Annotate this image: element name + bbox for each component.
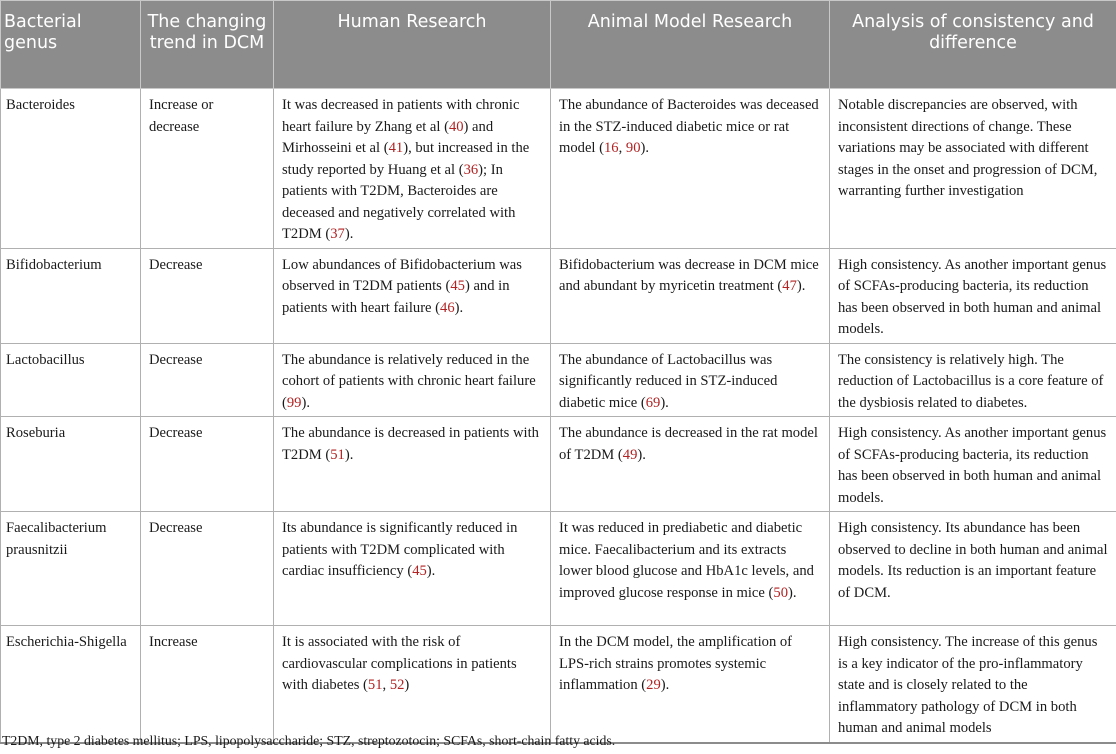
reference-link[interactable]: 47 — [782, 278, 797, 294]
animal-cell: It was reduced in prediabetic and diabetic mice. Faecalibacterium and its extracts lower blood glucose and HbA1c levels, and improved glucose response in mice (50). — [551, 512, 830, 626]
reference-link[interactable]: 50 — [773, 584, 788, 601]
table-row — [1, 343, 1116, 417]
analysis-cell: The consistency is relatively high. The reduction of Lactobacillus is a core feature of the dysbiosis related to diabetes. — [830, 343, 1116, 417]
analysis-cell: High consistency. As another important genus of SCFAs-producing bacteria, its reduction has been observed in both human and animal models. — [830, 248, 1116, 343]
genus-cell: Bifidobacterium — [1, 248, 141, 343]
human-cell: It was decreased in patients with chronic heart failure by Zhang et al (40) and Mirhosseini et al (41), but increased in the study reported by Huang et al (36); In patients with T2DM, Bacteroides are deceased and negatively correlated with T2DM (37). — [274, 89, 551, 249]
animal-cell: Bifidobacterium was decrease in DCM mice and abundant by myricetin treatment (47). — [551, 248, 830, 343]
header-row — [1, 1, 1116, 89]
table-row — [1, 417, 1116, 512]
human-cell: The abundance is relatively reduced in the cohort of patients with chronic heart failure (99). — [274, 343, 551, 417]
reference-link[interactable]: 51 — [330, 446, 345, 463]
analysis-cell: Notable discrepancies are observed, with inconsistent directions of change. These variations may be associated with different stages in the onset and progression of DCM, warranting further investigation — [830, 89, 1116, 249]
reference-link[interactable]: 49 — [622, 446, 638, 463]
reference-link[interactable]: 45 — [450, 278, 465, 294]
header-analysis: Analysis of consistency and difference — [830, 1, 1116, 89]
analysis-cell: High consistency. Its abundance has been observed to decline in both human and animal models. Its reduction is an important feature of DCM. — [830, 512, 1116, 626]
reference-link[interactable]: 69 — [645, 394, 661, 411]
human-cell: The abundance is decreased in patients with T2DM (51). — [274, 417, 551, 512]
reference-link[interactable]: 90 — [625, 140, 641, 156]
human-cell: Its abundance is significantly reduced in patients with T2DM complicated with cardiac insufficiency (45). — [274, 512, 551, 626]
animal-cell: In the DCM model, the amplification of LPS-rich strains promotes systemic inflammation (29). — [551, 626, 830, 743]
genus-cell: Lactobacillus — [1, 343, 141, 417]
trend-cell: Decrease — [141, 343, 274, 417]
table-row — [1, 512, 1116, 626]
trend-cell: Decrease — [141, 417, 274, 512]
genus-cell: Faecalibacterium prausnitzii — [1, 512, 141, 626]
analysis-cell: High consistency. The increase of this genus is a key indicator of the pro-inflammatory state and is closely related to the inflammatory pathology of DCM in both human and animal models — [830, 626, 1116, 743]
genus-cell: Roseburia — [1, 417, 141, 512]
human-cell: Low abundances of Bifidobacterium was observed in T2DM patients (45) and in patients with heart failure (46). — [274, 248, 551, 343]
header-human: Human Research — [274, 1, 551, 89]
trend-cell: Decrease — [141, 248, 274, 343]
animal-cell: The abundance is decreased in the rat model of T2DM (49). — [551, 417, 830, 512]
table-footnote: T2DM, type 2 diabetes mellitus; LPS, lipopolysaccharide; STZ, streptozotocin; SCFAs, short-chain fatty acids. — [2, 733, 616, 748]
reference-link[interactable]: 29 — [646, 677, 661, 693]
genus-cell: Escherichia-Shigella — [1, 626, 141, 743]
header-trend: The changing trend in DCM — [141, 1, 274, 89]
reference-link[interactable]: 52 — [389, 677, 405, 693]
reference-link[interactable]: 51 — [367, 677, 383, 693]
trend-cell: Decrease — [141, 512, 274, 626]
table-row — [1, 626, 1116, 743]
header-genus: Bacterial genus — [1, 1, 141, 89]
reference-link[interactable]: 45 — [412, 563, 427, 579]
reference-link[interactable]: 16 — [604, 140, 619, 156]
analysis-cell: High consistency. As another important genus of SCFAs-producing bacteria, its reduction has been observed in both human and animal models. — [830, 417, 1116, 512]
reference-link[interactable]: 46 — [440, 299, 455, 316]
reference-link[interactable]: 41 — [388, 140, 404, 156]
animal-cell: The abundance of Bacteroides was deceased in the STZ-induced diabetic mice or rat model (16, 90). — [551, 89, 830, 249]
animal-cell: The abundance of Lactobacillus was significantly reduced in STZ-induced diabetic mice (69). — [551, 343, 830, 417]
table-row — [1, 248, 1116, 343]
reference-link[interactable]: 37 — [330, 226, 345, 242]
human-cell: It is associated with the risk of cardiovascular complications in patients with diabetes (51, 52) — [274, 626, 551, 743]
trend-cell: Increase — [141, 626, 274, 743]
trend-cell: Increase or decrease — [141, 89, 274, 249]
reference-link[interactable]: 36 — [463, 161, 479, 178]
header-animal: Animal Model Research — [551, 1, 830, 89]
reference-link[interactable]: 40 — [448, 118, 464, 135]
table-row — [1, 89, 1116, 249]
genus-cell: Bacteroides — [1, 89, 141, 249]
reference-link[interactable]: 99 — [286, 394, 302, 411]
